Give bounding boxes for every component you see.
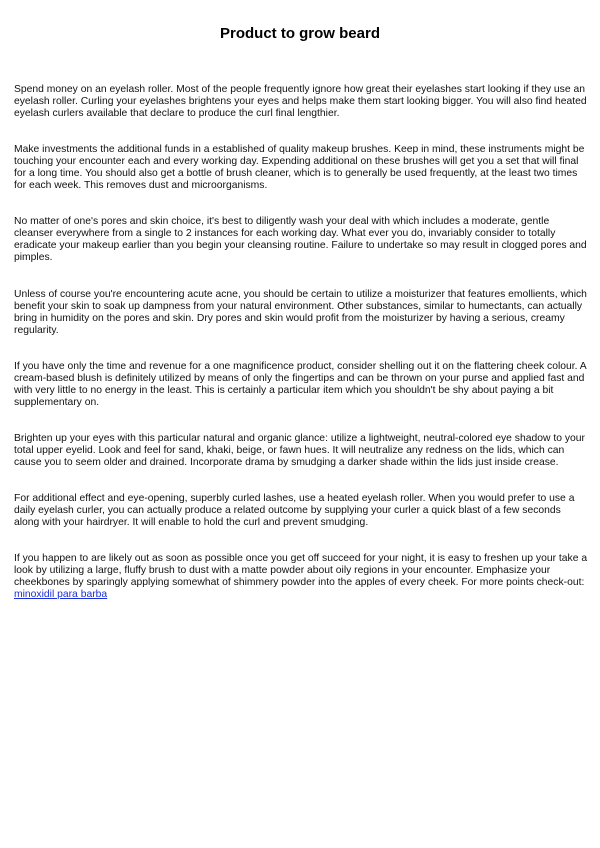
page-title: Product to grow beard [219,25,380,42]
paragraph-8-text: If you happen to are likely out as soon as possible once you get off succeed for your night, it is easy to freshen up your take a look by utilizing a large, fluffy brush to dust with a matte powder about oily regions in your encounter. Emphasize your cheekbones by sparingly applying somewhat of shimmery powder into the apples of every cheek. For more points check-out: [14,553,588,589]
paragraph-8 [14,553,588,601]
minoxidil-link[interactable]: minoxidil para barba [14,589,108,601]
article-body [14,84,588,625]
paragraph-6: Brighten up your eyes with this particular natural and organic glance: utilize a lightweight, neutral-colored eye shadow to your total upper eyelid. Look and feel for sand, khaki, beige, or fawn hues. It will neutralize any redness on the lids, which can cause you to seem older and drained. Incorporate drama by smudging a darker shade within the lids just inside crease. [14,432,585,468]
paragraph-2: Make investments the additional funds in a established of quality makeup brushes. Keep in mind, these instruments might be touching your encounter each and every working day. Expending additional on these brushes will get you a set that will final for a long time. You should also get a bottle of brush cleaner, which is to generally be used frequently, at the least two times for each week. This removes dust and microorganisms. [14,144,585,192]
paragraph-4: Unless of course you're encountering acute acne, you should be certain to utilize a moisturizer that features emollients, which benefit your skin to soak up dampness from your natural environment. Other substances, similar to humectants, can actually bring in humidity on the pores and skin. Dry pores and skin would profit from the moisturizer by having a serious, creamy regularity. [14,288,587,336]
paragraph-5: If you have only the time and revenue for a one magnificence product, consider shelling out it on the flattering cheek colour. A cream-based blush is definitely utilized by means of only the fingertips and can be thrown on your purse and applied fast and with very little to no energy in the least. This is certainly a particular item which you shouldn't be shy about paying a bit supplementary on. [14,360,587,408]
paragraph-1: Spend money on an eyelash roller. Most of the people frequently ignore how great their eyelashes start looking if they use an eyelash roller. Curling your eyelashes brightens your eyes and helps make them start looking bigger. You will also find heated eyelash curlers available that declare to produce the curl final lengthier. [14,84,587,120]
paragraph-7: For additional effect and eye-opening, superbly curled lashes, use a heated eyelash roller. When you would prefer to use a daily eyelash curler, you can actually produce a related outcome by supplying your curler a quick blast of a few seconds along with your hairdryer. It will enable to hold the curl and prevent smudging. [14,493,575,529]
paragraph-3: No matter of one's pores and skin choice, it's best to diligently wash your deal with which includes a moderate, gentle cleanser everywhere from a single to 2 instances for each working day. What ever you do, invariably consider to totally eradicate your makeup earlier than you begin your cleansing routine. Failure to undertake so may result in clogged pores and pimples. [14,216,587,264]
